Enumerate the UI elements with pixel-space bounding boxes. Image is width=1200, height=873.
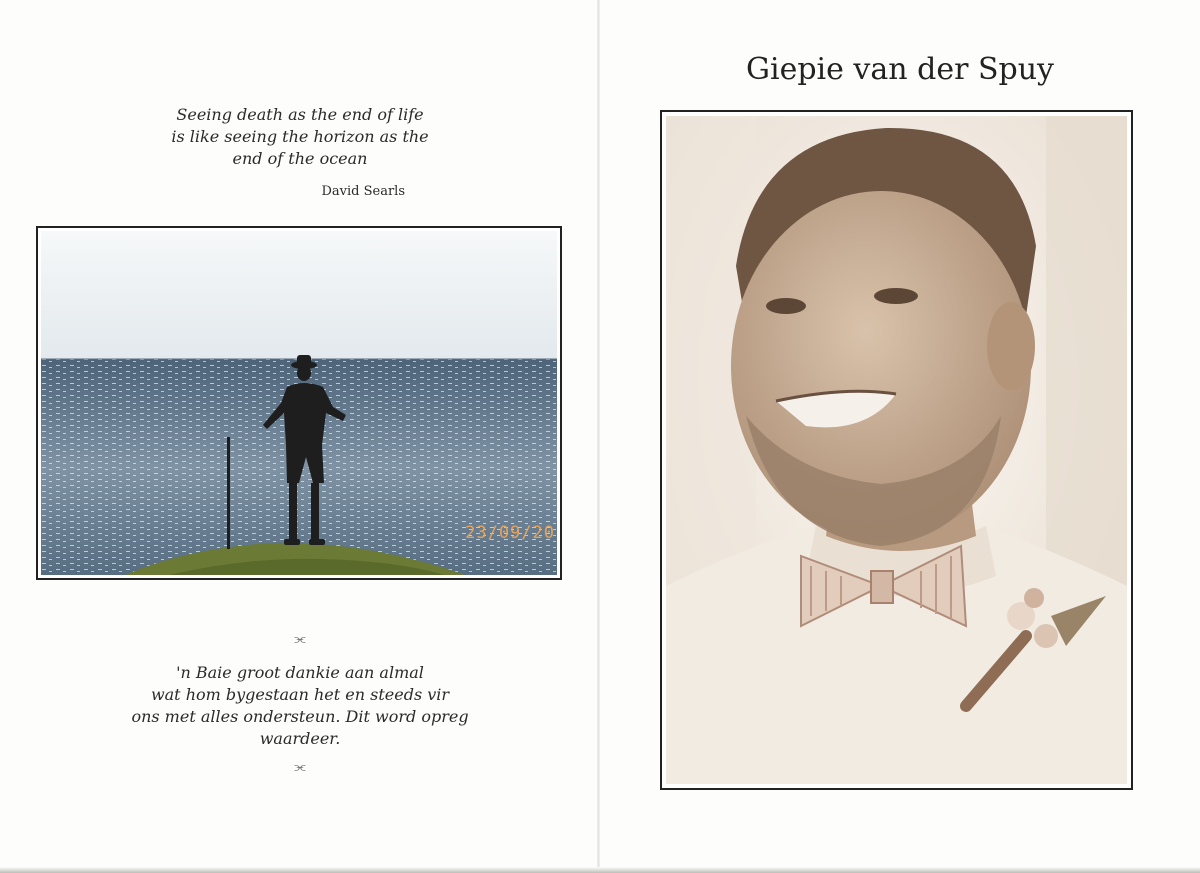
thanks-line: ons met alles ondersteun. Dit word opreg <box>131 707 469 726</box>
thanks-line: 'n Baie groot dankie aan almal <box>176 663 424 682</box>
quote-line: end of the ocean <box>232 149 368 168</box>
quote-line: Seeing death as the end of life <box>176 105 424 124</box>
page-bottom-edge <box>0 867 1200 873</box>
ocean-photo-frame <box>36 226 562 580</box>
ornament-divider: ⫘ <box>294 760 306 775</box>
quote-line: is like seeing the horizon as the <box>171 127 429 146</box>
portrait-image <box>666 116 1127 784</box>
right-page <box>600 0 1200 873</box>
portrait-photo-frame <box>660 110 1133 790</box>
thanks-line: waardeer. <box>259 729 341 748</box>
portrait-photo <box>666 116 1127 784</box>
quote-author: David Searls <box>321 184 405 199</box>
ornament-divider: ⫘ <box>294 632 306 647</box>
quote-text <box>100 104 500 170</box>
photo-date-stamp: 23/09/20 <box>465 523 555 543</box>
thanks-line: wat hom bygestaan het en steeds vir <box>150 685 450 704</box>
memorial-name-title: Giepie van der Spuy <box>746 52 1054 87</box>
left-page <box>0 0 598 873</box>
thanks-text <box>110 662 490 750</box>
ocean-photo <box>41 231 557 575</box>
